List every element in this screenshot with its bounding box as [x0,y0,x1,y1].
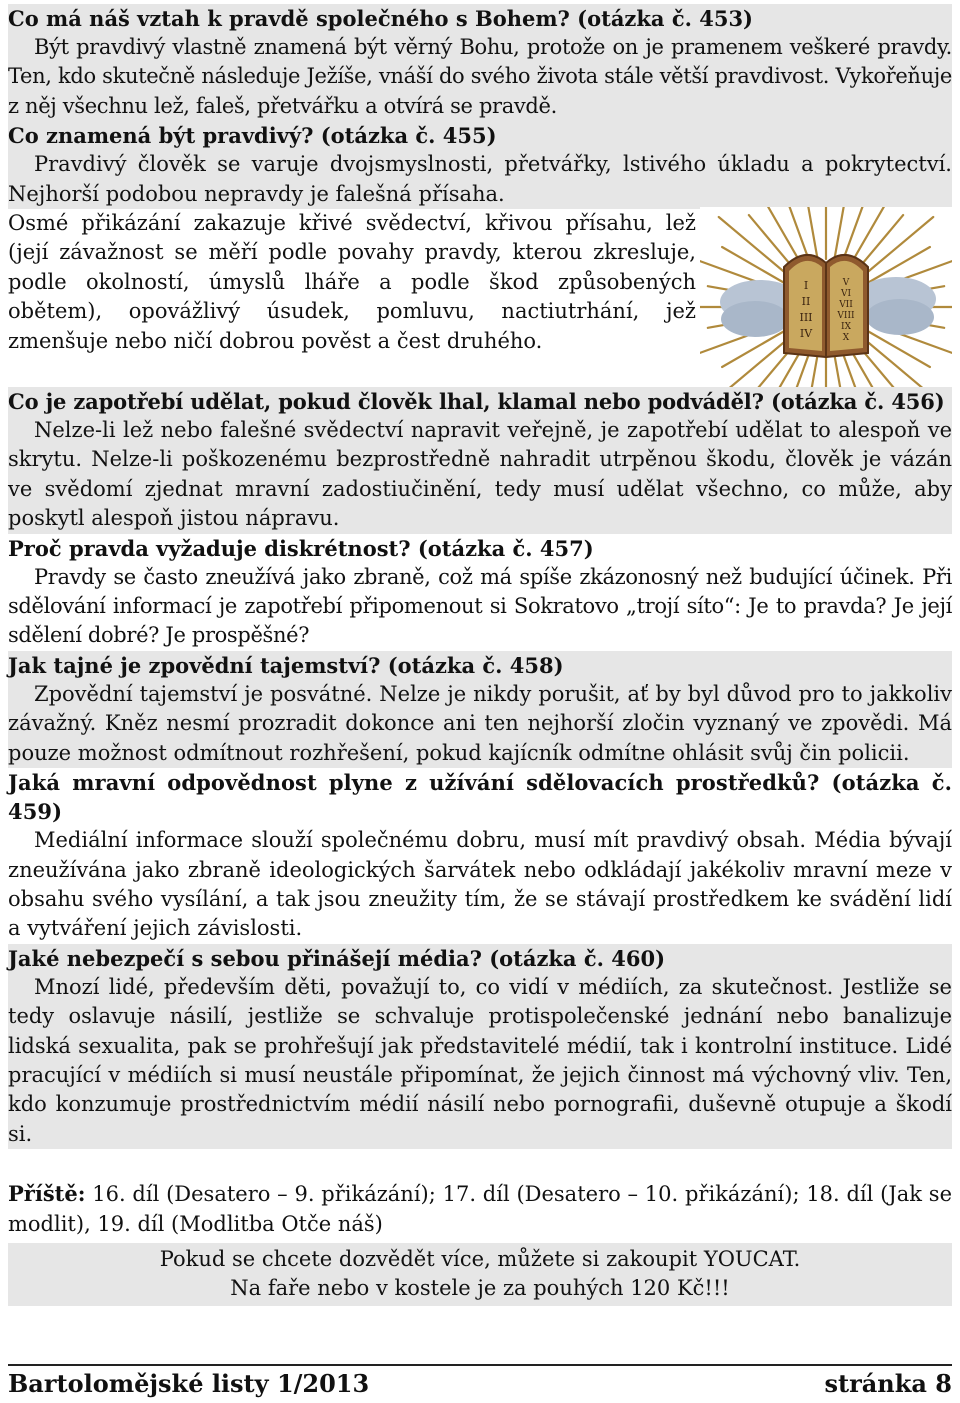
section-453 [8,4,952,121]
ten-commandments-tablets-icon [700,207,952,387]
tablet-numeral: IX [841,322,851,333]
tablet-numeral: VIII [837,311,855,322]
section-455 [8,121,952,209]
question-459: Jaká mravní odpovědnost plyne z užívání sdělovacích prostředků? (otázka č. 459) [8,770,952,825]
section-456 [8,387,952,534]
tablet-numeral: I [803,279,809,293]
footer-publication: Bartolomějské listy 1/2013 [8,1369,370,1398]
answer-459: Mediální informace slouží společnému dobru, musí mít pravdivý obsah. Média bývají zneužívána jako zbraně ideologických šarvátek nebo odkládají jakékoliv mravní meze v obsahu svého vysílání, a tak jsou zneužity tím, že se stávají prostředkem ke svádění lidí a vytváření jejich závislosti. [8,828,952,941]
answer-460: Mnozí lidé, především děti, považují to, co vidí v médiích, za skutečnost. Jestliže se tedy oslavuje násilí, jestliže se schvaluje protispolečenské jednání nebo banalizuje lidská sexualita, pak se prohřešují jak představitelé médií, tak i kontrolní instituce. Lidé pracující v médiích si musí neustále připomínat, že jejich činnost má výchovný vliv. Ten, kdo konzumuje prostřednictvím médií násilí nebo pornografii, duševně otupuje a škodí si. [8,974,952,1146]
tablet-numeral: VII [839,300,853,311]
footer-page-number: stránka 8 [824,1369,952,1398]
question-453: Co má náš vztah k pravdě společného s Bohem? (otázka č. 453) [8,6,753,31]
section-455-continued [8,209,952,387]
tablet-numeral: IV [799,327,813,341]
tablet-numeral: V [842,278,850,289]
answer-453: Být pravdivý vlastně znamená být věrný Bohu, protože on je pramenem veškeré pravdy. Ten, kdo skutečně následuje Ježíše, vnáší do svého života stále větší pravdivost. Vykořeňuje z něj všechnu lež, faleš, přetvářku a otvírá se pravdě. [8,35,952,118]
next-text: 16. díl (Desatero – 9. přikázání); 17. díl (Desatero – 10. přikázání); 18. díl (Jak se modlit), 19. díl (Modlitba Otče náš) [8,1182,952,1237]
footer [8,1369,952,1399]
tablet-numeral: X [842,333,850,344]
footer-divider [8,1364,952,1366]
answer-458: Zpovědní tajemství je posvátné. Nelze je nikdy porušit, ať by byl důvod pro to jakkoliv závažný. Kněz nesmí prozradit dokonce ani ten nejhorší zločin vyznaný ve zpovědi. Má pouze možnost odmítnout rozhřešení, pokud kajícník odmítne ohlásit svůj čin policii. [8,681,952,765]
section-457 [8,534,952,651]
question-460: Jaké nebezpečí s sebou přinášejí média? (otázka č. 460) [8,945,666,971]
question-458: Jak tajné je zpovědní tajemství? (otázka č. 458) [8,652,564,678]
ten-commandments-image [700,207,952,387]
tablet-numeral: VI [840,289,852,300]
answer-455-continued: Osmé přikázání zakazuje křivé svědectví, křivou přísahu, lež (její závažnost se měří podle povahy pravdy, kterou zkresluje, podle okolností, úmyslů lháře a podle škod způsobených obětem), opovážlivý úsudek, pomluvu, nactiutrhání, jež zmenšuje nebo ničí dobrou pověst a čest druhého. [8,211,696,353]
answer-456: Nelze-li lež nebo falešné svědectví napravit veřejně, je zapotřebí udělat to alespoň ve skrytu. Nelze-li poškozenému bezprostředně nahradit utrpěnou škodu, člověk je vázán ve svědomí zjednat mravní zadostiučinění, tedy musí udělat všechno, co může, aby poskytl alespoň jistou nápravu. [8,418,952,531]
promo-box [8,1243,952,1306]
section-458 [8,651,952,768]
tablet-numeral: III [799,311,813,325]
promo-line-1: Pokud se chcete dozvědět více, můžete si zakoupit YOUCAT. [159,1247,801,1272]
tablet-numeral: II [801,295,811,309]
question-457: Proč pravda vyžaduje diskrétnost? (otázka č. 457) [8,535,594,561]
page [8,4,952,1306]
question-455: Co znamená být pravdivý? (otázka č. 455) [8,123,497,149]
section-460 [8,944,952,1149]
answer-455: Pravdivý člověk se varuje dvojsmyslnosti, přetvářky, lstivého úkladu a pokrytectví. Nejhorší podobou nepravdy je falešná přísaha. [8,152,952,206]
answer-457: Pravdy se často zneužívá jako zbraně, což má spíše zkázonosný než budující účinek. Při sdělování informací je zapotřebí připomenout si Sokratovo „trojí síto“: Je to pravda? Je její sdělení dobré? Je prospěšné? [8,564,952,648]
promo-line-2: Na faře nebo v kostele je za pouhých 120 Kč!!! [230,1276,730,1301]
next-label: Příště: [8,1181,86,1207]
section-459 [8,768,952,944]
next-issues [8,1179,952,1239]
question-456: Co je zapotřebí udělat, pokud člověk lhal, klamal nebo podváděl? (otázka č. 456) [8,389,945,415]
